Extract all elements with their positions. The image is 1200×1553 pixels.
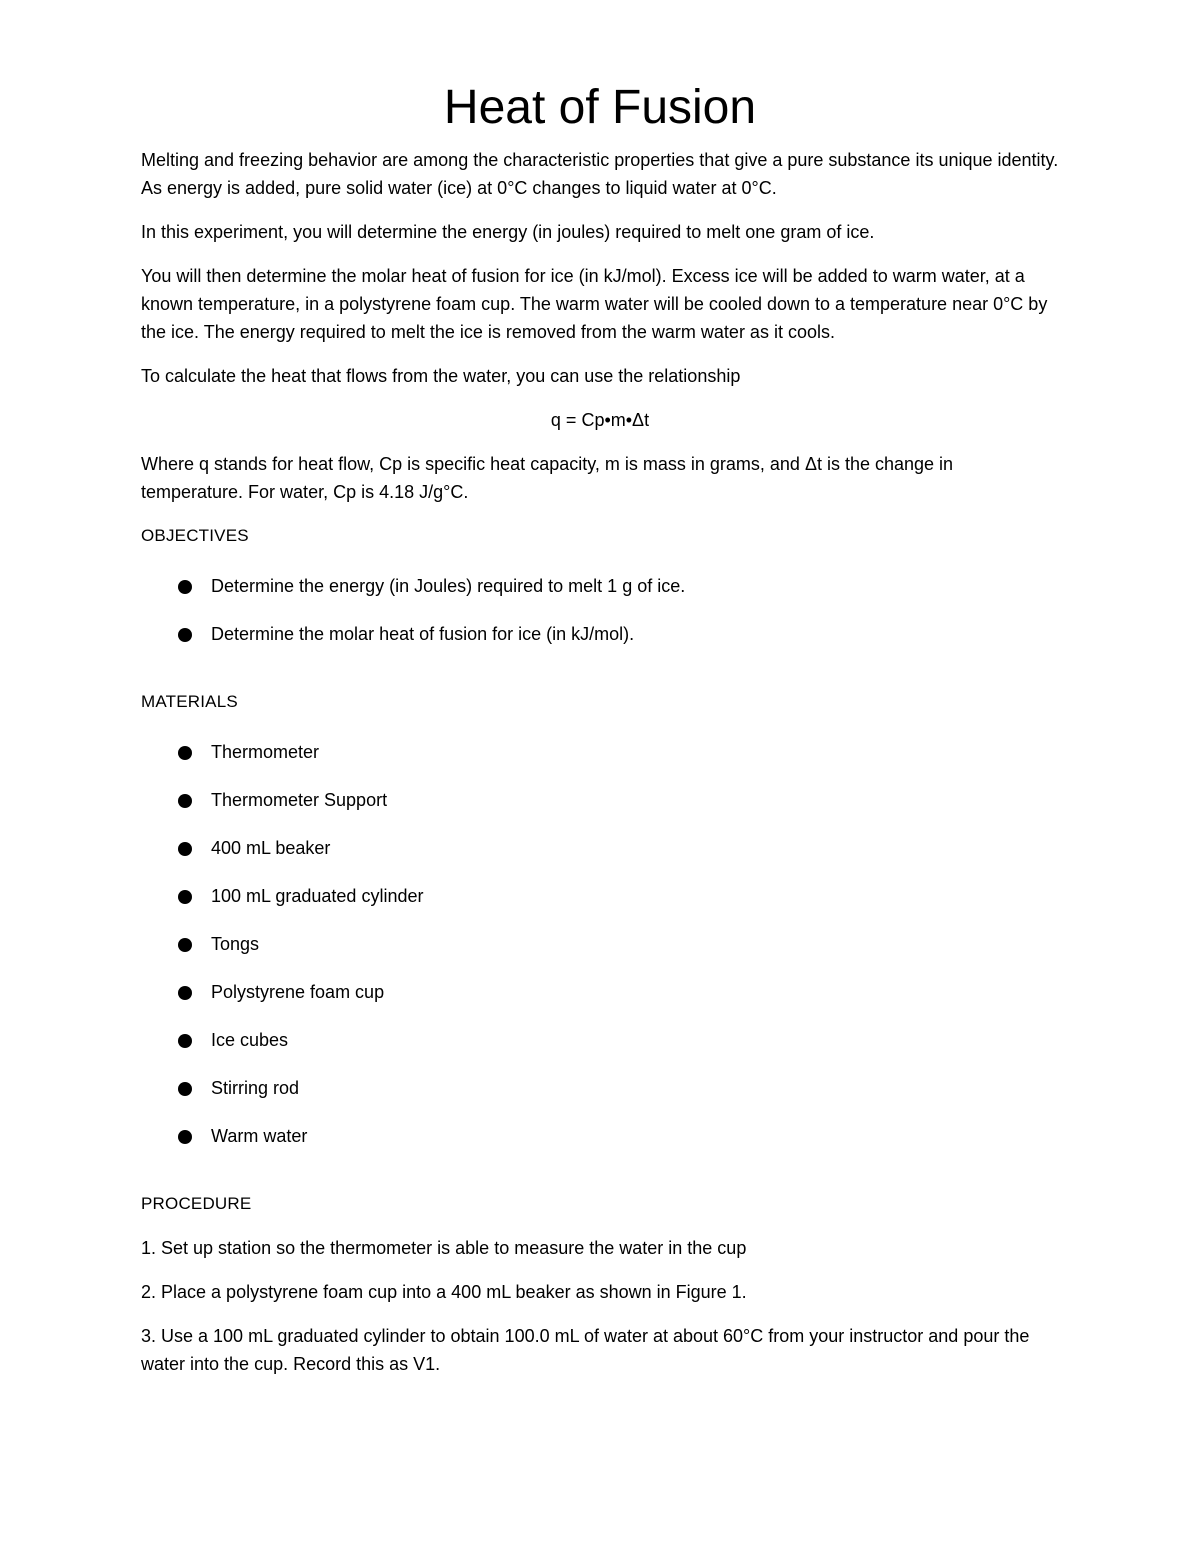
list-item xyxy=(141,620,1059,668)
procedure-step-2: 2. Place a polystyrene foam cup into a 400 mL beaker as shown in Figure 1. xyxy=(141,1282,747,1302)
intro-paragraph-2: In this experiment, you will determine the energy (in joules) required to melt one gram of ice. xyxy=(141,222,875,242)
document-body xyxy=(141,78,1059,1394)
list-item xyxy=(141,978,1059,1026)
procedure-heading: PROCEDURE xyxy=(141,1194,252,1213)
list-item-text: Thermometer Support xyxy=(211,790,388,810)
list-item xyxy=(141,1026,1059,1074)
list-item xyxy=(141,930,1059,978)
bullet-icon xyxy=(178,986,192,1000)
list-item xyxy=(141,572,1059,620)
objectives-heading: OBJECTIVES xyxy=(141,526,249,545)
materials-list xyxy=(141,738,1059,1170)
page-title: Heat of Fusion xyxy=(443,81,757,134)
list-item-text: Thermometer xyxy=(211,742,320,762)
list-item-text: 100 mL graduated cylinder xyxy=(211,886,424,906)
objectives-list xyxy=(141,572,1059,668)
bullet-icon xyxy=(178,580,192,594)
procedure-step-3: 3. Use a 100 mL graduated cylinder to obtain 100.0 mL of water at about 60°C from your instructor and pour the water into the cup. Record this as V1. xyxy=(141,1326,1030,1374)
list-item-text: Stirring rod xyxy=(211,1078,300,1098)
list-item-text: Warm water xyxy=(211,1126,308,1146)
intro-paragraph-3: You will then determine the molar heat of fusion for ice (in kJ/mol). Excess ice will be added to warm water, at a known temperature, in a polystyrene foam cup. The warm water will be cooled down to a temperature near 0°C by the ice. The energy required to melt the ice is removed from the warm water as it cools. xyxy=(141,266,1048,342)
list-item-text: Determine the molar heat of fusion for ice (in kJ/mol). xyxy=(211,624,635,644)
procedure-step-1: 1. Set up station so the thermometer is able to measure the water in the cup xyxy=(141,1238,747,1258)
bullet-icon xyxy=(178,746,192,760)
list-item xyxy=(141,786,1059,834)
bullet-icon xyxy=(178,628,192,642)
list-item xyxy=(141,882,1059,930)
materials-heading: MATERIALS xyxy=(141,692,238,711)
intro-paragraph-4: To calculate the heat that flows from the water, you can use the relationship xyxy=(141,366,741,386)
list-item-text: Tongs xyxy=(211,934,260,954)
list-item xyxy=(141,1122,1059,1170)
bullet-icon xyxy=(178,1082,192,1096)
bullet-icon xyxy=(178,890,192,904)
list-item xyxy=(141,1074,1059,1122)
bullet-icon xyxy=(178,938,192,952)
bullet-icon xyxy=(178,842,192,856)
list-item-text: Ice cubes xyxy=(211,1030,289,1050)
list-item-text: Determine the energy (in Joules) required to melt 1 g of ice. xyxy=(211,576,686,596)
bullet-icon xyxy=(178,1130,192,1144)
list-item xyxy=(141,738,1059,786)
list-item xyxy=(141,834,1059,882)
bullet-icon xyxy=(178,794,192,808)
intro-paragraph-5: Where q stands for heat flow, Cp is specific heat capacity, m is mass in grams, and Δt is the change in temperature. For water, Cp is 4.18 J/g°C. xyxy=(141,454,954,502)
intro-paragraph-1: Melting and freezing behavior are among the characteristic properties that give a pure substance its unique identity. As energy is added, pure solid water (ice) at 0°C changes to liquid water at 0°C. xyxy=(141,150,1059,198)
list-item-text: 400 mL beaker xyxy=(211,838,331,858)
heat-equation: q = Cp•m•Δt xyxy=(550,410,650,430)
list-item-text: Polystyrene foam cup xyxy=(211,982,385,1002)
bullet-icon xyxy=(178,1034,192,1048)
